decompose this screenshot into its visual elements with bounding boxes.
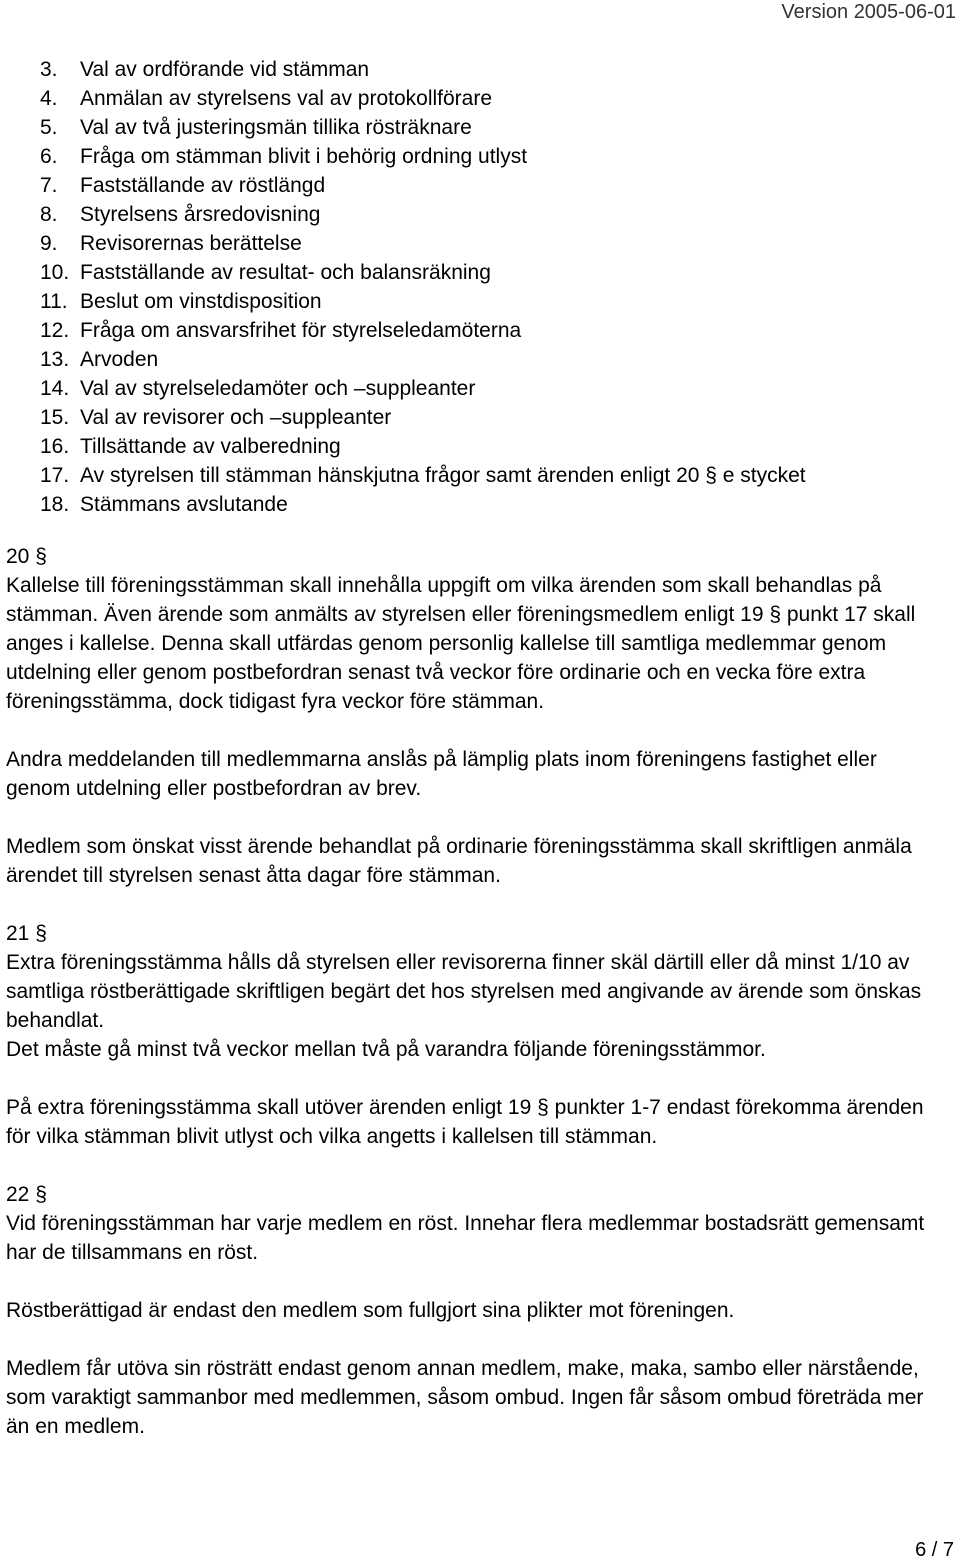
agenda-item-number: 11. <box>40 290 68 313</box>
section-20-paragraph: Kallelse till föreningsstämman skall innehålla uppgift om vilka ärenden som skall behandlas på stämman. Även ärende som anmälts av styrelsen eller föreningsmedlem enligt 19 § punkt 17 skall anges i kallelse. Denna skall utfärdas genom personlig kallelse till samtliga medlemmar genom utdelning eller genom postbefordran senast två veckor före ordinarie och en vecka före extra föreningsstämma, dock tidigast fyra veckor före stämman. <box>6 574 916 713</box>
agenda-item-number: 6. <box>40 145 58 168</box>
agenda-item-number: 8. <box>40 203 58 226</box>
agenda-item-text: Arvoden <box>80 348 159 371</box>
agenda-item-text: Val av styrelseledamöter och –suppleanter <box>80 377 476 400</box>
agenda-item-text: Styrelsens årsredovisning <box>80 203 321 226</box>
agenda-item-text: Val av två justeringsmän tillika rösträknare <box>80 116 472 139</box>
agenda-item-number: 9. <box>40 232 58 255</box>
document-body <box>6 542 946 1470</box>
section-20-heading: 20 § <box>6 545 47 568</box>
agenda-item-number: 12. <box>40 319 70 342</box>
agenda-item <box>40 171 806 200</box>
agenda-item-number: 13. <box>40 348 70 371</box>
agenda-item-text: Fråga om stämman blivit i behörig ordning utlyst <box>80 145 528 168</box>
agenda-item-text: Revisorernas berättelse <box>80 232 302 255</box>
agenda-item <box>40 374 806 403</box>
agenda-item-number: 18. <box>40 493 70 516</box>
agenda-item-text: Tillsättande av valberedning <box>80 435 341 458</box>
agenda-item <box>40 316 806 345</box>
agenda-item-text: Val av revisorer och –suppleanter <box>80 406 392 429</box>
agenda-item-number: 14. <box>40 377 70 400</box>
section-21-paragraph: Extra föreningsstämma hålls då styrelsen eller revisorerna finner skäl därtill eller då minst 1/10 av samtliga röstberättigade skriftligen begärt det hos styrelsen med angivande av ärende som önskas behandlat. <box>6 951 922 1032</box>
agenda-item <box>40 142 806 171</box>
agenda-item-text: Fastställande av röstlängd <box>80 174 326 197</box>
agenda-item <box>40 84 806 113</box>
agenda-item-text: Fastställande av resultat- och balansräkning <box>80 261 491 284</box>
agenda-item <box>40 345 806 374</box>
agenda-item <box>40 403 806 432</box>
section-22-paragraph: Medlem får utöva sin rösträtt endast genom annan medlem, make, maka, sambo eller närstående, som varaktigt sammanbor med medlemmen, såsom ombud. Ingen får såsom ombud företräda mer än en medlem. <box>6 1357 924 1438</box>
agenda-item-number: 7. <box>40 174 58 197</box>
page-number: 6 / 7 <box>915 1539 954 1561</box>
agenda-item <box>40 461 806 490</box>
section-22-paragraph: Vid föreningsstämman har varje medlem en röst. Innehar flera medlemmar bostadsrätt gemensamt har de tillsammans en röst. <box>6 1212 925 1264</box>
agenda-item-text: Av styrelsen till stämman hänskjutna frågor samt ärenden enligt 20 § e stycket <box>80 464 806 487</box>
agenda-item-number: 5. <box>40 116 58 139</box>
agenda-item-number: 15. <box>40 406 70 429</box>
agenda-list <box>40 55 806 519</box>
agenda-item <box>40 258 806 287</box>
agenda-item-text: Anmälan av styrelsens val av protokollförare <box>80 87 493 110</box>
agenda-item <box>40 287 806 316</box>
agenda-item-number: 10. <box>40 261 70 284</box>
agenda-item-number: 4. <box>40 87 58 110</box>
section-21-paragraph: På extra föreningsstämma skall utöver ärenden enligt 19 § punkter 1-7 endast förekomma ärenden för vilka stämman blivit utlyst och vilka angetts i kallelsen till stämman. <box>6 1096 924 1148</box>
version-label: Version 2005-06-01 <box>781 1 956 23</box>
agenda-item-number: 3. <box>40 58 58 81</box>
section-21-heading: 21 § <box>6 922 47 945</box>
agenda-item-text: Fråga om ansvarsfrihet för styrelseledamöterna <box>80 319 522 342</box>
agenda-item <box>40 490 806 519</box>
section-20-paragraph: Andra meddelanden till medlemmarna anslås på lämplig plats inom föreningens fastighet eller genom utdelning eller postbefordran av brev. <box>6 748 877 800</box>
agenda-item-number: 16. <box>40 435 70 458</box>
section-22-paragraph: Röstberättigad är endast den medlem som fullgjort sina plikter mot föreningen. <box>6 1299 735 1322</box>
agenda-item-number: 17. <box>40 464 70 487</box>
section-22-heading: 22 § <box>6 1183 47 1206</box>
agenda-item-text: Stämmans avslutande <box>80 493 288 516</box>
agenda-item <box>40 113 806 142</box>
agenda-item <box>40 229 806 258</box>
section-20-paragraph: Medlem som önskat visst ärende behandlat på ordinarie föreningsstämma skall skriftligen anmäla ärendet till styrelsen senast åtta dagar före stämman. <box>6 835 912 887</box>
section-21-paragraph: Det måste gå minst två veckor mellan två på varandra följande föreningsstämmor. <box>6 1038 766 1061</box>
agenda-item <box>40 55 806 84</box>
agenda-item <box>40 432 806 461</box>
agenda-item-text: Val av ordförande vid stämman <box>80 58 370 81</box>
agenda-item-text: Beslut om vinstdisposition <box>80 290 322 313</box>
agenda-item <box>40 200 806 229</box>
